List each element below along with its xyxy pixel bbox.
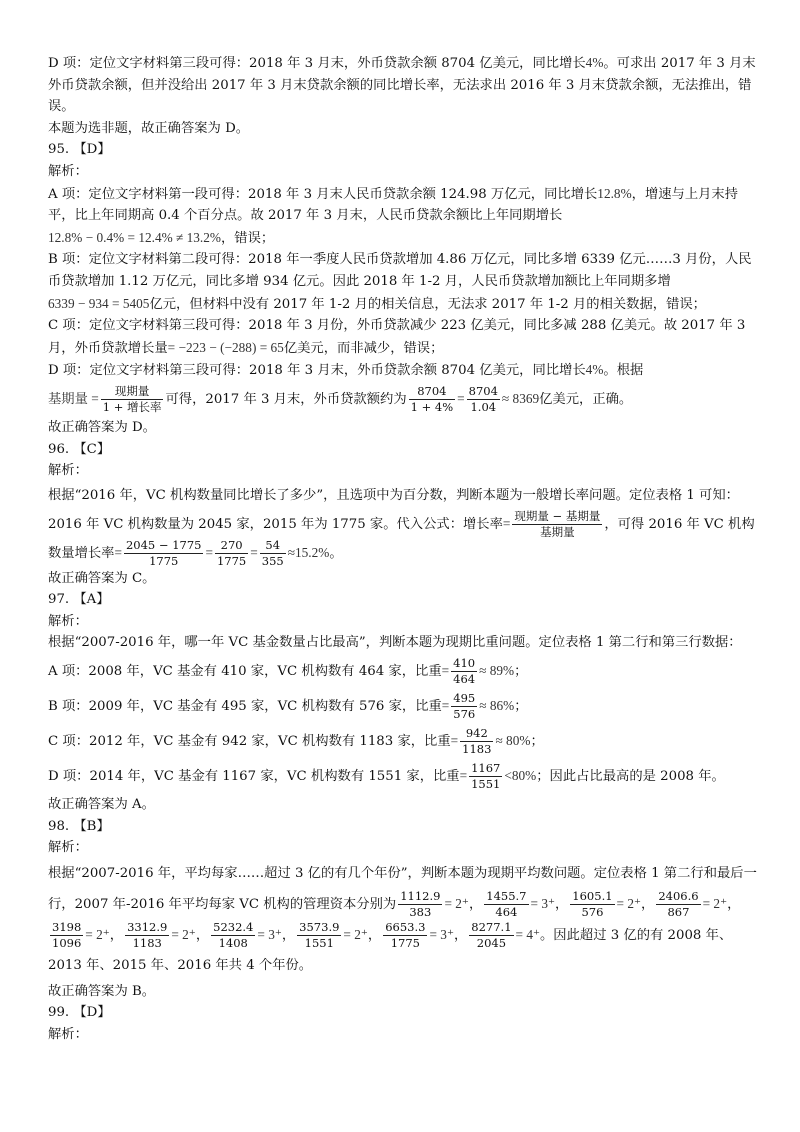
- analysis-label: 解析：: [48, 613, 88, 629]
- analysis-label: 解析：: [48, 1027, 88, 1043]
- separator: ，: [453, 927, 468, 943]
- fraction-result: = 2⁺: [616, 895, 642, 911]
- fraction-result: = 4⁺: [515, 926, 541, 942]
- fraction: $\frac{8704}{1.04}$: [468, 383, 498, 414]
- question-95-title: 95. 【D】: [48, 142, 111, 158]
- question-96-title: 96. 【C】: [48, 441, 111, 457]
- question-98-title: 98. 【B】: [48, 818, 110, 834]
- separator: ，: [727, 896, 741, 912]
- q98-paragraph: 根据“2007-2016 年，平均每家……超过 3 亿的有几个年份”，判断本题为现期平均数问题。定位表格 1 第二行和最后一行，2007 年-2016 年平均每家 VC 机构的管理资本分别为 $\frac{1112.9}{383}$ = 2⁺， $\frac{1455.7}{464}$ = 3⁺， $\frac{1605.1}{576}$ = 2⁺， $\frac{2406.6}{867}$ = 2⁺， $\frac{3198}{1096}$ = 2⁺， $\frac{3312.9}{1183}$ = 2⁺， $\frac{5232.4}{1408}$ = 3⁺， $\frac{3573.9}{1551}$ = 2⁺， $\frac{6653.3}{1775}$ = 3⁺， $\frac{8277.1}{2045}$ = 4⁺。因此超过 3 亿的有 2008 年、2013 年、2015 年、2016 年共 4 个年份。: [48, 865, 757, 973]
- fraction: $\frac{1605.1}{576}$: [572, 888, 613, 919]
- fraction: $\frac{1455.7}{464}$: [486, 888, 527, 919]
- q97-option-d: D 项：2014 年，VC 基金有 1167 家，VC 机构数有 1551 家，比重= $\frac{1167}{1551}$ <80%；因此占比最高的是 2008 年。: [48, 761, 725, 792]
- fraction: $\frac{1112.9}{383}$: [400, 888, 441, 919]
- fraction: $\frac{6653.3}{1775}$: [385, 919, 426, 950]
- fraction-result: = 3⁺: [429, 926, 454, 942]
- fraction-result: = 2⁺: [343, 926, 368, 942]
- analysis-label: 解析：: [48, 163, 88, 179]
- q97-paragraph: 根据“2007-2016 年，哪一年 VC 基金数量占比最高”，判断本题为现期比重问题。定位表格 1 第二行和第三行数据：: [48, 635, 742, 651]
- question-99-title: 99. 【D】: [48, 1005, 111, 1021]
- separator: ，: [555, 896, 569, 912]
- q95-option-b: B 项：定位文字材料第二段可得：2018 年一季度人民币贷款增加 4.86 万亿元，同比多增 6339 亿元……3 月份，人民币贷款增加 1.12 万亿元，同比多增 934 亿元。因此 2018 年 1-2 月，人民币贷款增加额比上年同期多增 6339 − 934 = 5405亿元，但材料中没有 2017 年 1-2 月的相关信息，无法求 2017 年 1-2 月的相关数据，错误；: [48, 252, 752, 312]
- fraction: $\frac{\text{现期量}}{\text{1 + 增长率}}$: [102, 383, 162, 414]
- document-page: [48, 52, 760, 1046]
- q97-option-a: A 项：2008 年，VC 基金有 410 家，VC 机构数有 464 家，比重= $\frac{410}{464}$ ≈ 89%；: [48, 656, 528, 687]
- question-97-title: 97. 【A】: [48, 592, 110, 608]
- q95-option-c: C 项：定位文字材料第三段可得：2018 年 3 月份，外币贷款减少 223 亿美元，同比多减 288 亿美元。故 2017 年 3 月，外币贷款增长量= −223 − (−288) = 65亿美元，而非减少，错误；: [48, 318, 746, 356]
- separator: ，: [641, 896, 655, 912]
- conclusion-94: 本题为选非题，故正确答案为 D。: [48, 120, 250, 136]
- fraction: $\frac{1167}{1551}$: [471, 761, 501, 792]
- paragraph-d-item-prev: D 项：定位文字材料第三段可得：2018 年 3 月末，外币贷款余额 8704 亿美元，同比增长4%。可求出 2017 年 3 月末外币贷款余额，但并没给出 2017 年 3 月末贷款余额的同比增长率，无法求出 2016 年 3 月末贷款余额，无法推出，错误。: [48, 55, 756, 115]
- fraction: $\frac{8704}{1 + 4\%}$: [410, 383, 454, 414]
- fraction: $\frac{54}{355}$: [261, 537, 284, 568]
- q96-paragraph: 根据“2016 年，VC 机构数量同比增长了多少”，且选项中为百分数，判断本题为一般增长率问题。定位表格 1 可知：2016 年 VC 机构数量为 2045 家，2015 年为 1775 家。代入公式：增长率= $\frac{\text{现期量 − 基期量}}{\text{基期量}}$ ，可得 2016 年 VC 机构数量增长率= $\frac{2045 - 1775}{1775}$ = $\frac{270}{1775}$ = $\frac{54}{355}$ ≈15.2%。: [48, 487, 755, 568]
- separator: ，: [281, 927, 296, 943]
- fraction: $\frac{270}{1775}$: [216, 537, 247, 568]
- separator: ，: [195, 927, 210, 943]
- fraction: $\frac{8277.1}{2045}$: [471, 919, 512, 950]
- answer-97: 故正确答案为 A。: [48, 797, 155, 813]
- fraction-result: = 2⁺: [85, 926, 110, 942]
- formula: 12.8% − 0.4% = 12.4% ≠ 13.2%: [48, 229, 221, 245]
- separator: ，: [468, 896, 483, 912]
- fraction: $\frac{\text{现期量 − 基期量}}{\text{基期量}}$: [514, 508, 601, 539]
- fraction: $\frac{2045 - 1775}{1775}$: [125, 537, 202, 568]
- fraction-result: = 2⁺: [444, 895, 469, 911]
- fraction-result: = 3⁺: [530, 895, 555, 911]
- answer-96: 故正确答案为 C。: [48, 570, 156, 586]
- formula: 6339 − 934 = 5405: [48, 295, 150, 311]
- q95-option-a: A 项：定位文字材料第一段可得：2018 年 3 月末人民币贷款余额 124.98 万亿元，同比增长12.8%，增速与上月末持平，比上年同期高 0.4 个百分点。故 2017 年 3 月末，人民币贷款余额比上年同期增长 12.8% − 0.4% = 12.4% ≠ 13.2%，错误；: [48, 185, 739, 246]
- fraction: $\frac{3573.9}{1551}$: [299, 919, 340, 950]
- fraction: $\frac{3312.9}{1183}$: [127, 919, 168, 950]
- formula: = −223 − (−288) = 65: [167, 339, 284, 355]
- fraction-result: = 2⁺: [171, 926, 196, 942]
- separator: ，: [109, 927, 124, 943]
- fraction: $\frac{2406.6}{867}$: [658, 888, 699, 919]
- analysis-label: 解析：: [48, 840, 88, 856]
- answer-98: 故正确答案为 B。: [48, 983, 156, 999]
- fraction-result: = 3⁺: [257, 926, 282, 942]
- rate-value: 4%: [585, 55, 604, 70]
- fraction: $\frac{5232.4}{1408}$: [213, 919, 254, 950]
- q95-option-d: D 项：定位文字材料第三段可得：2018 年 3 月末，外币贷款余额 8704 亿美元，同比增长4%。根据: [48, 362, 644, 379]
- fraction: $\frac{495}{576}$: [453, 691, 476, 722]
- fraction: $\frac{942}{1183}$: [462, 726, 492, 757]
- analysis-label: 解析：: [48, 463, 88, 479]
- fraction: $\frac{3198}{1096}$: [52, 919, 82, 950]
- fraction: $\frac{410}{464}$: [453, 656, 476, 687]
- q95-option-d-formula: 基期量 = $\frac{\text{现期量}}{\text{1 + 增长率}}$ 可得，2017 年 3 月末，外币贷款额约为 $\frac{8704}{1 + 4\%}$ = $\frac{8704}{1.04}$ ≈ 8369亿美元，正确。: [48, 383, 633, 414]
- q97-option-c: C 项：2012 年，VC 基金有 942 家，VC 机构数有 1183 家，比重= $\frac{942}{1183}$ ≈ 80%；: [48, 726, 544, 757]
- answer-95: 故正确答案为 D。: [48, 419, 156, 435]
- separator: ，: [367, 927, 382, 943]
- fraction-result: = 2⁺: [702, 895, 728, 911]
- q97-option-b: B 项：2009 年，VC 基金有 495 家，VC 机构数有 576 家，比重= $\frac{495}{576}$ ≈ 86%；: [48, 691, 528, 722]
